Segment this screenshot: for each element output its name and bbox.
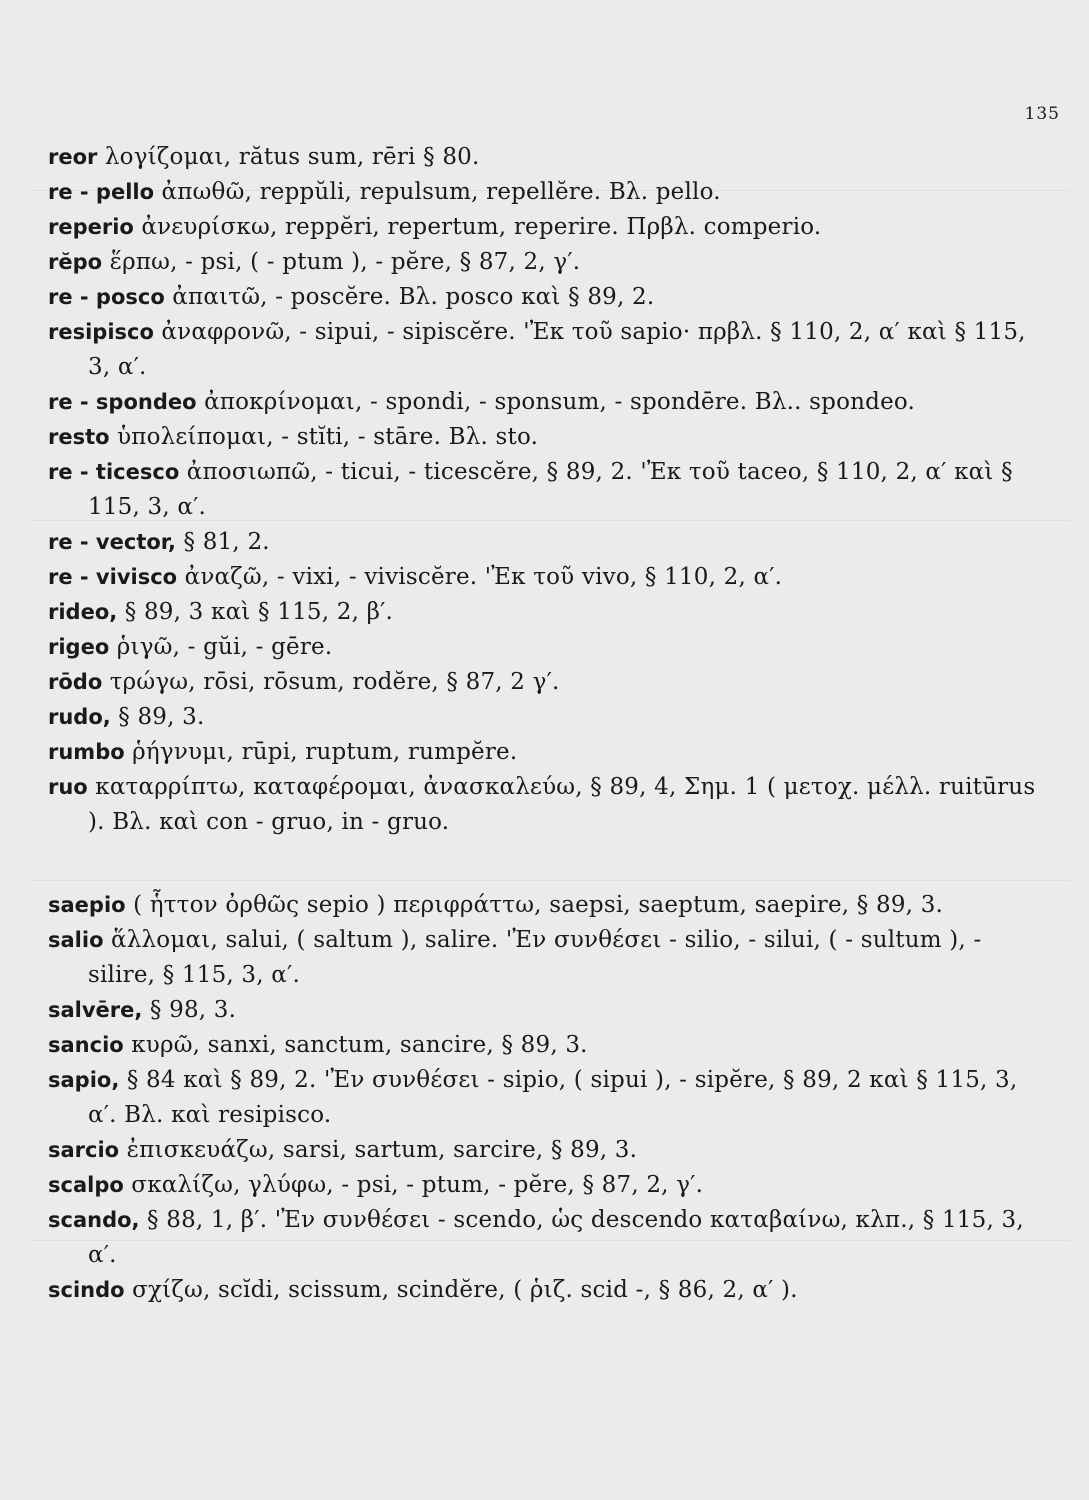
entry-text: § 84 καὶ § 89, 2. 'Ἐν συνθέσει - sipio, ( sipui ), - sipĕre, § 89, 2 καὶ § 115, 3, α′. Βλ. καὶ resipisco. (88, 1067, 1018, 1128)
entry (48, 140, 1048, 175)
entry (48, 175, 1048, 210)
entry-headword: rōdo (48, 670, 103, 694)
entry (48, 700, 1048, 735)
entry-text: ἀναζῶ, - vixi, - viviscĕre. 'Ἐκ τοῦ vivo, § 110, 2, α′. (177, 564, 783, 590)
entry (48, 280, 1048, 315)
entry-list (48, 140, 1048, 1308)
entry-headword: rumbo (48, 740, 125, 764)
entry-text: ῥιγῶ, - gŭi, - gēre. (109, 634, 333, 660)
entry-headword: reperio (48, 215, 134, 239)
entry-text: § 89, 3 καὶ § 115, 2, β′. (117, 599, 394, 625)
entry-text: § 88, 1, β′. 'Ἐν συνθέσει - scendo, ὡς descendo καταβαίνω, κλπ., § 115, 3, α′. (88, 1207, 1024, 1268)
entry-text: ( ἧττον ὀρθῶς sepio ) περιφράττω, saepsi, saeptum, saepire, § 89, 3. (125, 892, 944, 918)
entry (48, 420, 1048, 455)
entry-headword: sancio (48, 1033, 124, 1057)
entry-headword: re - vector, (48, 530, 177, 554)
entry-headword: salvēre, (48, 998, 143, 1022)
entry-text: ῥήγνυμι, rūpi, ruptum, rumpĕre. (124, 739, 518, 765)
entry-headword: reor (48, 145, 98, 169)
entry-headword: scalpo (48, 1173, 124, 1197)
entry-headword: salio (48, 928, 104, 952)
entry (48, 923, 1048, 993)
entry-headword: resto (48, 425, 110, 449)
entry-text: § 81, 2. (176, 529, 270, 555)
entry (48, 455, 1048, 525)
entry (48, 770, 1048, 840)
entry (48, 245, 1048, 280)
entry-headword: re - vivisco (48, 565, 178, 589)
section-gap (48, 840, 1048, 888)
entry-text: ἀναφρονῶ, - sipui, - sipiscĕre. 'Ἐκ τοῦ sapio· πρβλ. § 110, 2, α′ καὶ § 115, 3, α′. (88, 319, 1026, 380)
entry-text: καταρρίπτω, καταφέρομαι, ἀνασκαλεύω, § 89, 4, Σημ. 1 ( μετοχ. μέλλ. ruitūrus ). Βλ. καὶ con - gruo, in - gruo. (87, 774, 1036, 835)
entry-text: ἕρπω, - psi, ( - ptum ), - pĕre, § 87, 2, γ′. (102, 249, 581, 275)
entry (48, 630, 1048, 665)
entry (48, 315, 1048, 385)
entry-headword: sapio, (48, 1068, 120, 1092)
entry (48, 993, 1048, 1028)
entry-text: σχίζω, scĭdi, scissum, scindĕre, ( ῥιζ. scid -, § 86, 2, α′ ). (124, 1277, 798, 1303)
entry-headword: saepio (48, 893, 126, 917)
entry-headword: sarcio (48, 1138, 120, 1162)
entry-headword: re - pello (48, 180, 155, 204)
entry (48, 210, 1048, 245)
entry-text: σκαλίζω, γλύφω, - psi, - ptum, - pĕre, § 87, 2, γ′. (123, 1172, 704, 1198)
entry (48, 560, 1048, 595)
entry (48, 888, 1048, 923)
entry-headword: rĕpo (48, 250, 103, 274)
entry-text: ἅλλομαι, salui, ( saltum ), salire. 'Ἐν συνθέσει - silio, - silui, ( - sultum ), - silire, § 115, 3, α′. (88, 927, 982, 988)
entry-text: ἀποκρίνομαι, - spondi, - sponsum, - spondēre. Βλ.. spondeo. (196, 389, 916, 415)
entry (48, 1203, 1048, 1273)
entry (48, 1273, 1048, 1308)
page-number: 135 (1024, 104, 1060, 124)
entry-text: ἀποσιωπῶ, - ticui, - ticescĕre, § 89, 2. 'Ἐκ τοῦ taceo, § 110, 2, α′ καὶ § 115, 3, α′. (88, 459, 1013, 520)
entry (48, 595, 1048, 630)
entry-headword: re - ticesco (48, 460, 180, 484)
entry-headword: re - posco (48, 285, 165, 309)
entry-headword: resipisco (48, 320, 154, 344)
entry-text: λογίζομαι, rătus sum, rēri § 80. (97, 144, 480, 170)
entry (48, 665, 1048, 700)
entry-text: § 98, 3. (142, 997, 237, 1023)
entry-text: ἀπωθῶ, reppŭli, repulsum, repellĕre. Βλ. pello. (154, 179, 721, 205)
entry-text: κυρῶ, sanxi, sanctum, sancire, § 89, 3. (123, 1032, 588, 1058)
entry-headword: rudo, (48, 705, 111, 729)
entry-text: ἐπισκευάζω, sarsi, sartum, sarcire, § 89, 3. (119, 1137, 638, 1163)
entry-headword: re - spondeo (48, 390, 197, 414)
entry (48, 735, 1048, 770)
entry-text: § 89, 3. (110, 704, 205, 730)
entry-text: ἀπαιτῶ, - poscĕre. Βλ. posco καὶ § 89, 2. (164, 284, 655, 310)
entry-headword: rideo, (48, 600, 118, 624)
entry (48, 525, 1048, 560)
entry (48, 1133, 1048, 1168)
entry (48, 1063, 1048, 1133)
entry (48, 1168, 1048, 1203)
entry-text: ἀνευρίσκω, reppĕri, repertum, reperire. Πρβλ. comperio. (133, 214, 822, 240)
entry-text: τρώγω, rōsi, rōsum, rodĕre, § 87, 2 γ′. (102, 669, 560, 695)
entry-headword: scindo (48, 1278, 125, 1302)
entry (48, 1028, 1048, 1063)
entry-headword: ruo (48, 775, 88, 799)
entry (48, 385, 1048, 420)
entry-headword: rigeo (48, 635, 110, 659)
entry-headword: scando, (48, 1208, 140, 1232)
entry-text: ὑπολείπομαι, - stĭti, - stāre. Βλ. sto. (109, 424, 539, 450)
